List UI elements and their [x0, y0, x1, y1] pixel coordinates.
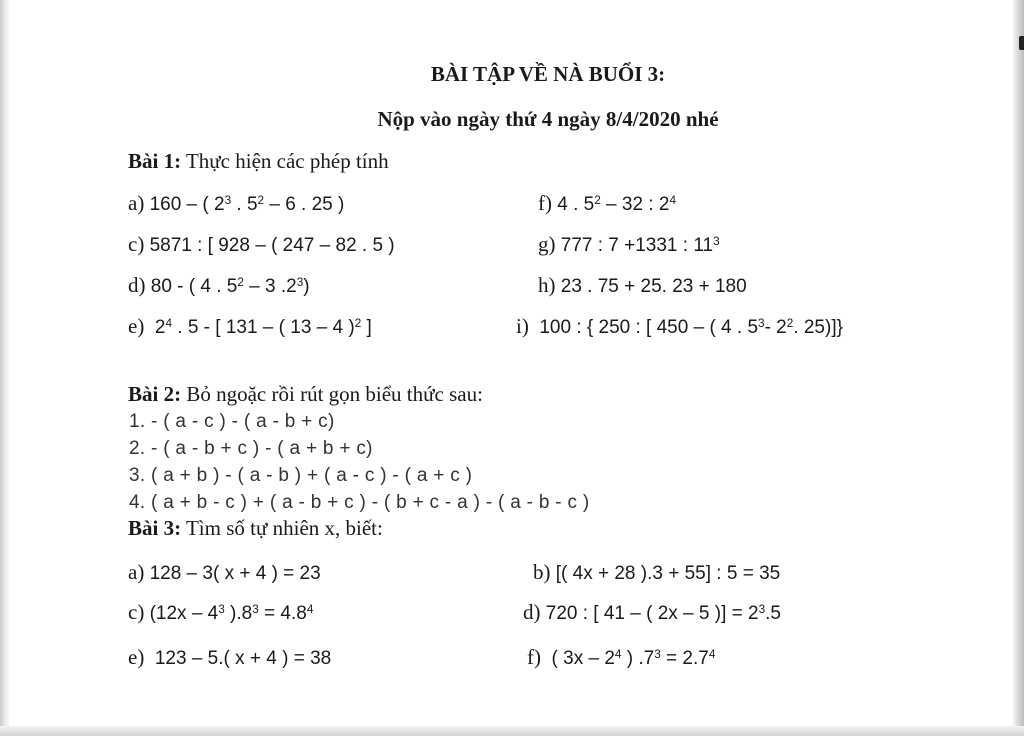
item-prefix: e) [128, 645, 145, 669]
item-expression: ($12x - 4^3$ )$.8^3 = 4.8^4$ [149, 602, 314, 624]
page-subtitle: Nộp vào ngày thứ 4 ngày 8/4/2020 nhé [377, 107, 719, 131]
exercise-3-label: Bài 3: [128, 516, 182, 540]
item-expression: $2^4$ . 5 - [ 131 – ( 13 – 4 )$^2$ ] [154, 316, 372, 338]
item-expression: 5871 : [ 928 – ( 247 – 82 . 5 ) [149, 235, 395, 256]
item-prefix: c) [128, 232, 145, 256]
exercise-2-heading [128, 382, 483, 407]
exercise-3-item-b [533, 560, 780, 585]
item-expression: 23 . 75 + 25. 23 + 180 [560, 276, 747, 297]
exercise-1-item-d [128, 273, 310, 298]
exercise-1-item-i [516, 314, 843, 339]
item-prefix: c) [128, 600, 145, 624]
item-expression: [( 4x + 28 ).3 + 55] : 5 = 35 [555, 563, 781, 584]
exercise-1-instruction: Thực hiện các phép tính [185, 149, 389, 173]
item-prefix: f) [538, 191, 552, 215]
item-prefix: i) [516, 314, 529, 338]
item-prefix: g) [538, 232, 556, 256]
exercise-3-item-f [527, 645, 715, 670]
exercise-1-item-e [128, 314, 372, 339]
item-prefix: a) [128, 560, 145, 584]
item-expression: 720 : [ 41 – ( 2x – 5 )] = $2^3.5$ [545, 602, 781, 624]
exercise-2-item-1: 1. - ( a - c ) - ( a - b + c) [129, 411, 335, 432]
exercise-3-item-a [128, 560, 321, 585]
exercise-2-label: Bài 2: [128, 382, 182, 406]
item-expression: 128 – 3( x + 4 ) = 23 [149, 563, 321, 584]
exercise-2-item-2: 2. - ( a - b + c ) - ( a + b + c) [129, 438, 373, 459]
exercise-2-item-3: 3. ( a + b ) - ( a - b ) + ( a - c ) - ( a + c ) [129, 465, 473, 486]
item-prefix: h) [538, 273, 556, 297]
item-prefix: d) [128, 273, 146, 297]
item-prefix: e) [128, 314, 145, 338]
item-expression: 160 – ( $2^3$ . $5^2 - 6$ . 25 ) [149, 193, 345, 215]
scroll-marker [1019, 36, 1024, 50]
exercise-3-instruction: Tìm số tự nhiên x, biết: [185, 516, 383, 540]
page-title: BÀI TẬP VỀ NÀ BUỔI 3: [430, 62, 666, 86]
exercise-1-label: Bài 1: [128, 149, 182, 173]
exercise-2-instruction: Bỏ ngoặc rồi rút gọn biểu thức sau: [186, 382, 483, 406]
item-prefix: a) [128, 191, 145, 215]
exercise-3-item-c [128, 600, 313, 625]
item-expression: 80 - ( 4 . $5^2 - 3$ $.2^3$) [150, 275, 310, 297]
item-prefix: f) [527, 645, 541, 669]
exercise-2-item-4: 4. ( a + b - c ) + ( a - b + c ) - ( b + c - a ) - ( a - b - c ) [129, 492, 590, 513]
item-expression: 777 : 7 +1331 : $11^3$ [560, 234, 720, 256]
exercise-1-item-a [128, 191, 344, 216]
exercise-1-item-h [538, 273, 747, 298]
item-expression: 100 : { 250 : [ 450 – ( 4 . $5^3-$ $2^2$. 25)]} [539, 316, 843, 338]
item-expression: 123 – 5.( x + 4 ) = 38 [154, 648, 332, 669]
exercise-3-heading [128, 516, 383, 541]
item-prefix: d) [523, 600, 541, 624]
item-expression: 4 . $5^2 - 32$ : $2^4$ [557, 193, 676, 215]
exercise-1-item-f [538, 191, 676, 216]
exercise-1-heading [128, 149, 389, 174]
exercise-3-item-d [523, 600, 781, 625]
exercise-1-item-c [128, 232, 395, 257]
exercise-1-item-g [538, 232, 720, 257]
exercise-3-item-e [128, 645, 331, 670]
item-expression: ( $3x - 2^4$ ) $.7^3 = 2.7^4$ [551, 647, 716, 669]
item-prefix: b) [533, 560, 551, 584]
page-bottom-edge [0, 726, 1024, 736]
